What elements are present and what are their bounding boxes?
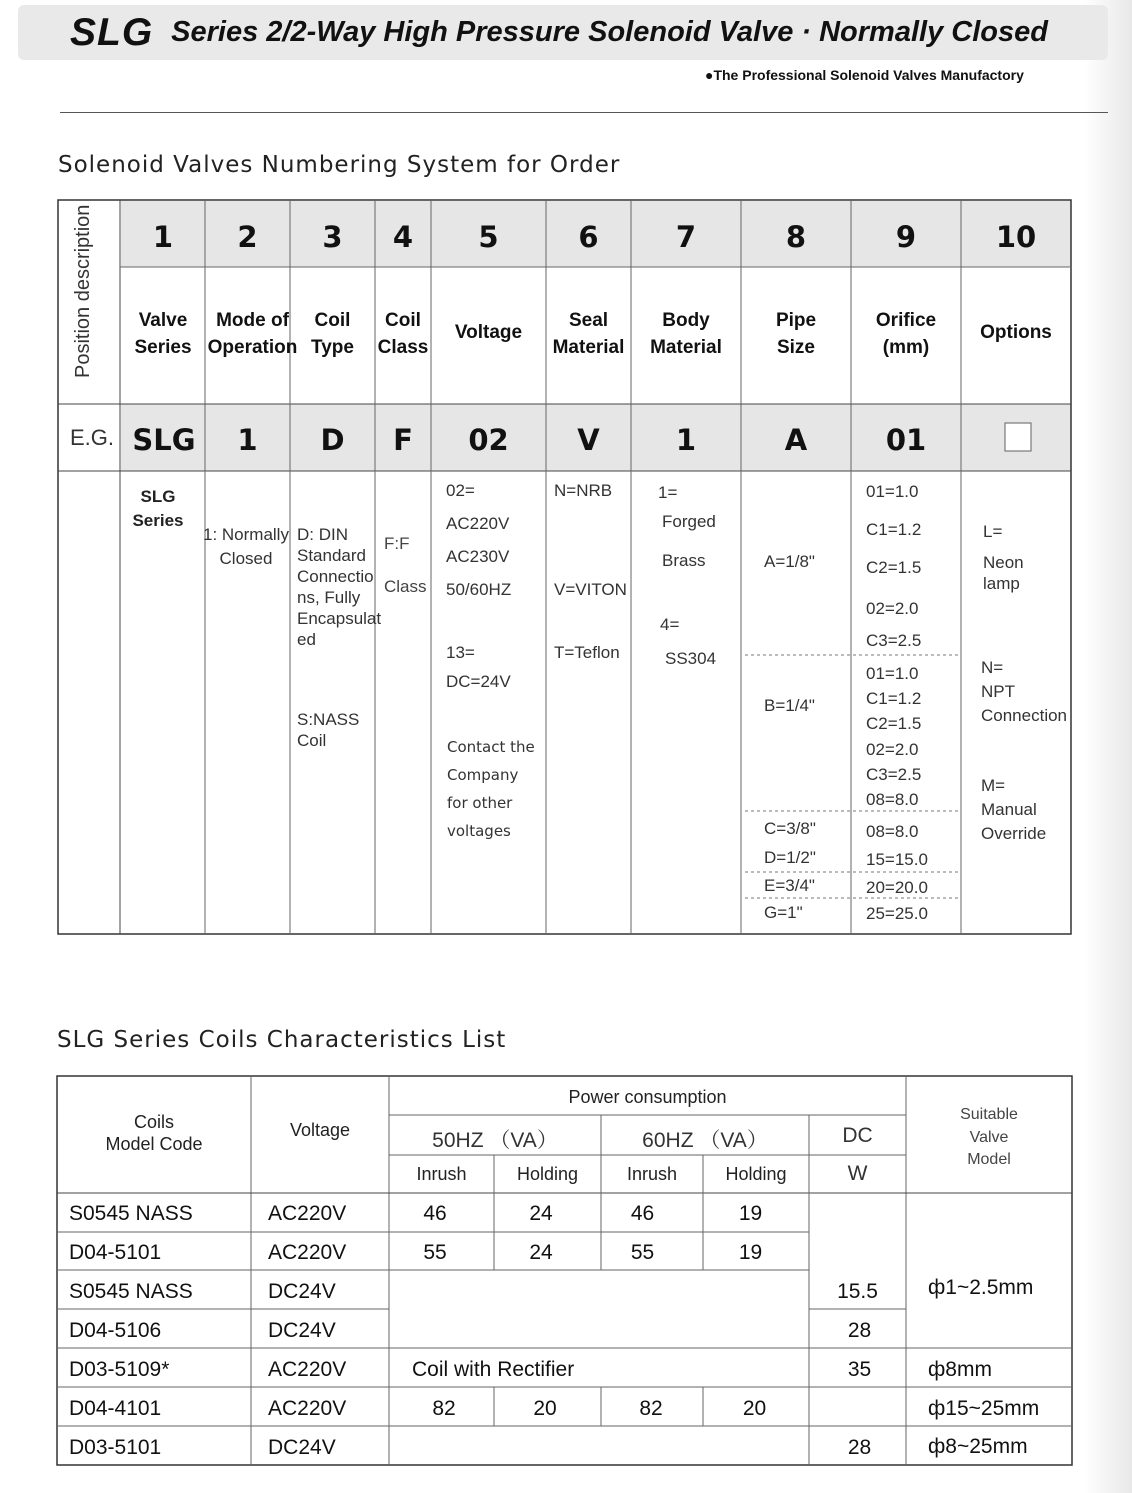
suitable-valve-model: ф1~2.5mm — [928, 1276, 1034, 1299]
pipe-option: G=1" — [764, 903, 803, 922]
header-mode-of-operation: Mode of Operation — [207, 310, 298, 358]
inrush-60hz: 55 — [630, 1241, 655, 1264]
header-power-consumption: Power consumption — [568, 1087, 727, 1107]
mode-option: 1: Normally Closed — [203, 525, 289, 568]
holding-60hz: 19 — [738, 1241, 763, 1264]
pipe-option: D=1/2" — [764, 848, 816, 867]
coil-voltage: DC24V — [268, 1436, 336, 1459]
coil-model-code: S0545 NASS — [69, 1280, 193, 1303]
header-seal-material: Seal Material — [552, 310, 625, 358]
header-voltage: Voltage — [454, 322, 523, 343]
header-orifice: Orifice (mm) — [875, 310, 937, 358]
header-inrush: Inrush — [416, 1164, 467, 1184]
options-checkbox[interactable] — [1005, 423, 1031, 451]
coil-class-option: F:F Class — [384, 534, 427, 596]
header-pipe-size: Pipe Size — [775, 310, 817, 358]
coil-type-s-option: S:NASS Coil — [297, 710, 360, 750]
coil-model-code: D03-5101 — [69, 1436, 162, 1459]
orifice-options-a: 01=1.0 C1=1.2 C2=1.5 02=2.0 C3=2.5 — [866, 482, 922, 650]
coil-model-code: D04-5101 — [69, 1241, 162, 1264]
header-coil-class: Coil Class — [377, 310, 429, 358]
example-value: SLG — [132, 423, 196, 457]
header-coil-model-code: Coils Model Code — [105, 1112, 203, 1154]
header-60hz: 60HZ （VA） — [642, 1129, 768, 1152]
example-value: D — [320, 423, 345, 457]
header-inrush: Inrush — [626, 1164, 678, 1184]
coil-note: Coil with Rectifier — [412, 1358, 575, 1381]
dc-watt: 15.5 — [837, 1280, 878, 1303]
position-number: 4 — [392, 220, 414, 254]
eg-label: E.G. — [70, 425, 115, 450]
example-value: A — [784, 423, 808, 457]
orifice-options-b: 01=1.0 C1=1.2 C2=1.5 02=2.0 C3=2.5 08=8.0 — [866, 664, 922, 810]
position-number: 5 — [478, 220, 499, 254]
position-number: 2 — [237, 220, 258, 254]
header-dc: DC — [842, 1124, 873, 1147]
header-valve-series: Valve Series — [134, 310, 192, 358]
position-number: 8 — [785, 220, 807, 254]
seal-option-nrb: N=NRB — [554, 481, 613, 500]
body-option-ss304: 4= SS304 — [660, 615, 717, 668]
coil-model-code: D04-4101 — [69, 1397, 162, 1420]
header-50hz: 50HZ （VA） — [432, 1129, 558, 1152]
coil-type-d-option: D: DIN Standard Connectio ns, Fully Encapsulat ed — [297, 525, 382, 649]
option-npt-connection: N= NPT Connection — [981, 658, 1068, 725]
suitable-valve-model: ф15~25mm — [928, 1397, 1040, 1420]
pipe-option: B=1/4" — [764, 696, 815, 715]
pipe-option: A=1/8" — [764, 552, 815, 571]
position-number: 1 — [152, 220, 174, 254]
header-voltage-2: Voltage — [289, 1120, 351, 1140]
position-number: 9 — [895, 220, 917, 254]
example-value: 1 — [675, 423, 697, 457]
header-watt: W — [847, 1162, 868, 1185]
holding-60hz: 19 — [738, 1202, 763, 1225]
example-value: 02 — [468, 423, 509, 457]
dc-watt: 28 — [847, 1319, 872, 1342]
coil-voltage: DC24V — [268, 1280, 336, 1303]
position-number: 3 — [322, 220, 343, 254]
inrush-50hz: 46 — [423, 1202, 447, 1225]
holding-60hz: 20 — [742, 1397, 767, 1420]
header-body-material: Body Material — [650, 310, 722, 358]
holding-50hz: 24 — [529, 1241, 553, 1264]
header-holding: Holding — [725, 1164, 787, 1184]
coil-model-code: D04-5106 — [69, 1319, 162, 1342]
header-suitable-valve-model: Suitable Valve Model — [960, 1106, 1018, 1168]
inrush-60hz: 82 — [639, 1397, 663, 1420]
inrush-50hz: 82 — [432, 1397, 456, 1420]
coil-voltage: AC220V — [268, 1397, 347, 1420]
inrush-50hz: 55 — [423, 1241, 447, 1264]
body-option-brass: 1= Forged Brass — [658, 483, 716, 570]
suitable-valve-model: ф8mm — [928, 1358, 992, 1381]
pipe-option: C=3/8" — [764, 819, 816, 838]
coil-voltage: DC24V — [268, 1319, 336, 1342]
example-value: V — [577, 423, 600, 457]
dc-watt: 35 — [847, 1358, 872, 1381]
option-manual-override: M= Manual Override — [981, 776, 1047, 843]
holding-50hz: 20 — [533, 1397, 557, 1420]
order-section-title: Solenoid Valves Numbering System for Order — [58, 152, 621, 178]
example-value: 1 — [237, 423, 258, 457]
example-value: F — [393, 423, 413, 457]
coil-model-code: S0545 NASS — [69, 1202, 193, 1225]
coil-voltage: AC220V — [268, 1202, 347, 1225]
coil-model-code: D03-5109* — [69, 1358, 170, 1381]
coil-section-title: SLG Series Coils Characteristics List — [57, 1027, 507, 1053]
seal-option-viton: V=VITON — [554, 580, 627, 599]
position-description-label: Position description — [72, 204, 94, 378]
example-value: 01 — [885, 423, 927, 457]
suitable-valve-model: ф8~25mm — [928, 1435, 1028, 1458]
option-neon-lamp: L= Neon lamp — [983, 522, 1024, 593]
position-number: 7 — [675, 220, 697, 254]
inrush-60hz: 46 — [630, 1202, 655, 1225]
pipe-option: E=3/4" — [764, 876, 815, 895]
valve-series-option: SLG Series — [132, 487, 184, 530]
coil-voltage: AC220V — [268, 1241, 347, 1264]
voltage-note: Contact the Company for other voltages — [447, 738, 535, 840]
header-holding: Holding — [516, 1164, 579, 1184]
voltage-option-13: 13= DC=24V — [446, 643, 511, 691]
position-number: 10 — [995, 220, 1037, 254]
header-options: Options — [980, 322, 1052, 343]
holding-50hz: 24 — [529, 1202, 553, 1225]
dc-watt: 28 — [847, 1436, 872, 1459]
position-number: 6 — [578, 220, 599, 254]
orifice-options-c: 08=8.0 15=15.0 20=20.0 25=25.0 — [866, 822, 928, 923]
voltage-option-02: 02= AC220V AC230V 50/60HZ — [446, 481, 512, 599]
page-title: Series 2/2-Way High Pressure Solenoid Valve · Normally Closed — [171, 16, 1048, 48]
tagline: ●The Professional Solenoid Valves Manufactory — [705, 67, 1024, 83]
header-coil-type: Coil Type — [311, 310, 354, 358]
brand-logo: SLG — [70, 10, 154, 54]
seal-option-teflon: T=Teflon — [554, 643, 620, 662]
coil-voltage: AC220V — [268, 1358, 347, 1381]
